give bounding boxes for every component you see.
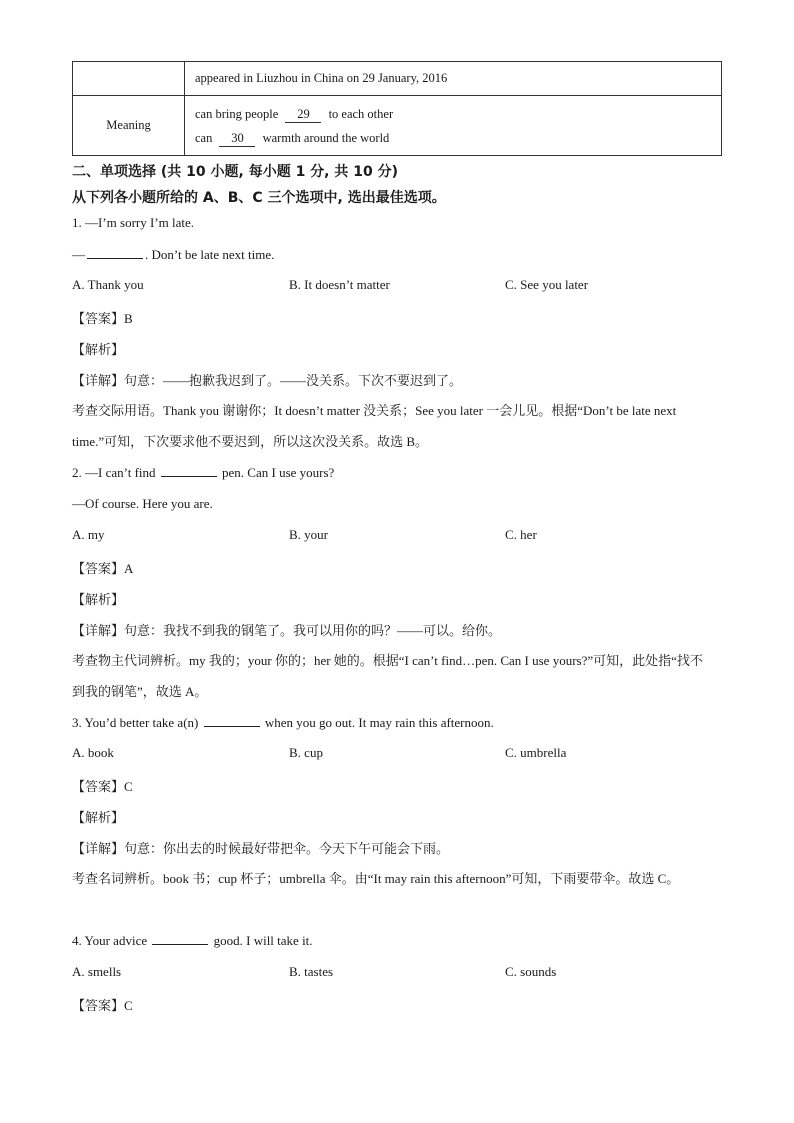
question-1-response	[72, 246, 274, 263]
stem-text: pen. Can I use yours?	[222, 465, 335, 480]
response-text: . Don’t be late next time.	[145, 247, 275, 262]
question-4-option-b: B. tastes	[289, 964, 334, 979]
table-row	[73, 96, 722, 156]
question-2-jiexi: 【解析】	[72, 592, 125, 607]
question-2-response: —Of course. Here you are.	[72, 496, 213, 511]
question-1-analysis: 考查交际用语。Thank you 谢谢你；It doesn’t matter 没关系；See you later 一会儿见。根据“Don’t be late next time.”可知，下次要求他不要迟到，所以这次没关系。故选 B。	[72, 403, 677, 449]
question-3-analysis: 考查名词辨析。book 书；cup 杯子；umbrella 伞。由“It may rain this afternoon”可知，下雨要带伞。故选 C。	[72, 871, 680, 886]
answer-blank	[87, 246, 143, 259]
table-cell-meaning-label: Meaning	[73, 96, 185, 156]
question-2-option-c: C. her	[505, 527, 537, 542]
meaning-line-2	[195, 126, 711, 150]
question-4-option-a: A. smells	[72, 964, 122, 979]
meaning-text: warmth around the world	[262, 130, 390, 145]
stem-text: 3. You’d better take a(n)	[72, 715, 199, 730]
question-1-option-c: C. See you later	[505, 277, 589, 292]
answer-blank	[204, 714, 260, 727]
section-title: 二、单项选择 (共 10 小题, 每小题 1 分, 共 10 分)	[72, 164, 399, 180]
meaning-text: can bring people	[195, 106, 279, 121]
question-1-jiexi: 【解析】	[72, 342, 125, 357]
question-3-stem	[72, 714, 494, 731]
question-1-option-b: B. It doesn’t matter	[289, 277, 390, 292]
question-3-detail: 【详解】句意：你出去的时候最好带把伞。今天下午可能会下雨。	[72, 841, 450, 856]
meaning-line-1	[195, 102, 711, 126]
stem-text: 4. Your advice	[72, 933, 148, 948]
table-cell-meaning	[185, 96, 722, 156]
question-2-option-b: B. your	[289, 527, 328, 542]
stem-text: when you go out. It may rain this afternoon.	[264, 715, 494, 730]
answer-blank	[152, 932, 208, 945]
question-3-option-c: C. umbrella	[505, 745, 567, 760]
question-1-answer: 【答案】B	[72, 311, 133, 326]
question-2-detail: 【详解】句意：我找不到我的钢笔了。我可以用你的吗？——可以。给你。	[72, 623, 502, 638]
question-2-stem	[72, 464, 334, 481]
table-row	[73, 62, 722, 96]
question-1-stem: 1. —I’m sorry I’m late.	[72, 215, 195, 230]
question-3-answer: 【答案】C	[72, 779, 133, 794]
question-3-jiexi: 【解析】	[72, 810, 125, 825]
stem-text: 2. —I can’t find	[72, 465, 156, 480]
question-4-answer: 【答案】C	[72, 998, 133, 1013]
question-4-option-c: C. sounds	[505, 964, 557, 979]
question-1-option-a: A. Thank you	[72, 277, 144, 292]
question-3-option-b: B. cup	[289, 745, 323, 760]
meaning-text: can	[195, 130, 213, 145]
question-1-detail: 【详解】句意：——抱歉我迟到了。——没关系。下次不要迟到了。	[72, 373, 463, 388]
question-2-option-a: A. my	[72, 527, 105, 542]
blank-30: 30	[219, 131, 255, 147]
question-2-answer: 【答案】A	[72, 561, 134, 576]
dash: —	[72, 247, 85, 262]
question-3-option-a: A. book	[72, 745, 114, 760]
answer-blank	[161, 464, 217, 477]
stem-text: good. I will take it.	[213, 933, 313, 948]
meaning-text: to each other	[328, 106, 394, 121]
section-instruction: 从下列各小题所给的 A、B、C 三个选项中, 选出最佳选项。	[72, 190, 446, 206]
table-cell-appeared: appeared in Liuzhou in China on 29 January, 2016	[185, 62, 722, 96]
info-table	[72, 61, 722, 156]
blank-29: 29	[285, 107, 321, 123]
question-4-stem	[72, 932, 313, 949]
question-2-analysis: 考查物主代词辨析。my 我的；your 你的；her 她的。根据“I can’t find…pen. Can I use yours?”可知，此处指“找不到我的钢笔”，故选 A。	[72, 653, 703, 699]
table-cell-empty	[73, 62, 185, 96]
